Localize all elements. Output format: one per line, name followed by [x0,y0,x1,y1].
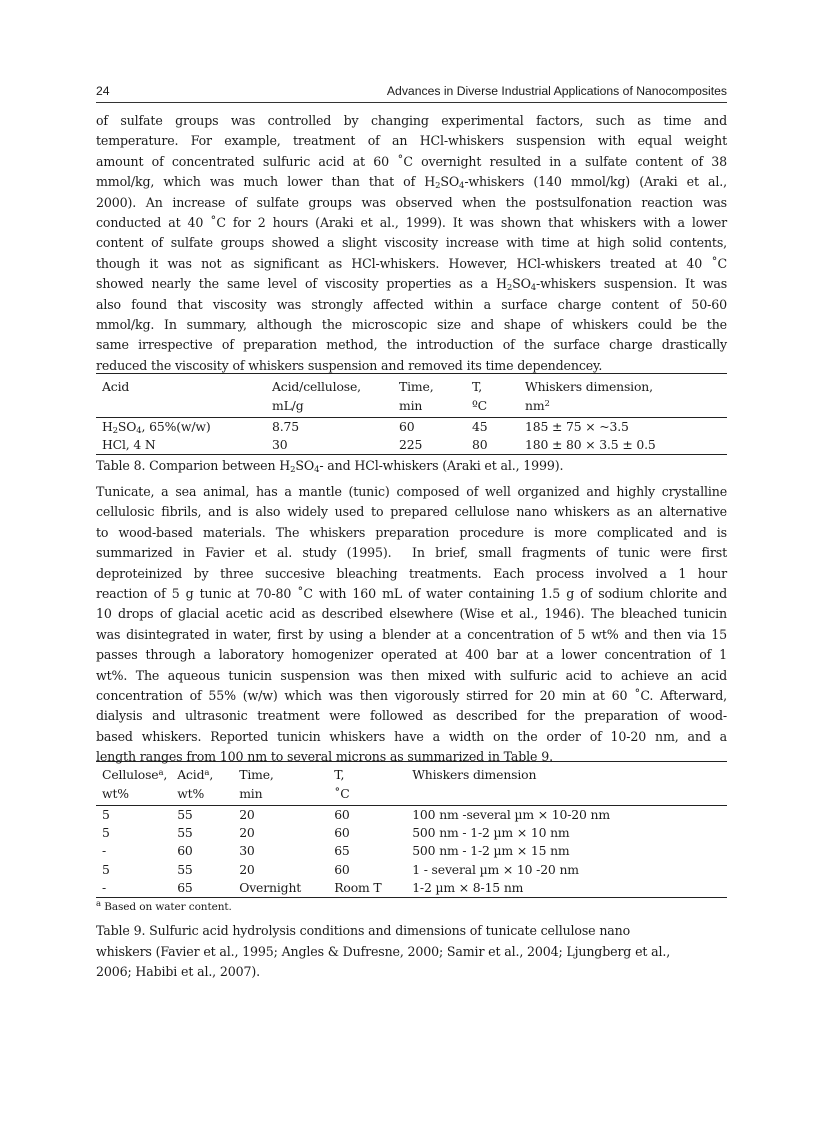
running-title: Advances in Diverse Industrial Applications of Nanocomposites [386,84,727,98]
table-9-caption [96,921,727,983]
subscript: 2 [435,181,441,192]
text-line: to wood-based materials. The whiskers preparation procedure is more complicated and is [96,524,727,540]
text-line: 10 drops of glacial acetic acid as described elsewhere (Wise et al., 1946). The bleached tunicin [96,606,727,622]
cell-cellulose: - [96,879,171,898]
text-line: content of sulfate groups showed a slight viscosity increase with time at high solid contents, [96,235,727,251]
text-fragment: -whiskers suspension. It was [536,276,728,292]
header-cellulose-unit: wt% [96,784,171,806]
text-line: same irrespective of preparation method, the introduction of the surface charge drastically [96,337,727,353]
subscript: 2 [290,465,296,475]
text-line: length ranges from 100 nm to several microns as summarized in Table 9. [96,749,553,765]
header-temperature: T, [466,374,519,397]
table-8 [96,373,727,455]
cell-time: 20 [239,825,255,841]
subscript: 4 [314,465,320,475]
text-line: concentration of 55% (w/w) which was then vigorously stirred for 20 min at 60 ˚C. Afterward, [96,688,727,704]
text-fragment: , 65%(w/w) [141,419,211,434]
table-row [96,824,727,842]
header-time: Time, [233,762,328,785]
caption-line: whiskers (Favier et al., 1995; Angles & Dufresne, 2000; Samir et al., 2004; Ljungberg et al., [96,943,671,959]
text-fragment: showed nearly the same level of viscosity properties as a H [96,276,507,292]
cell-cellulose: - [102,843,107,859]
cell-dimension: 180 ± 80 × 3.5 ± 0.5 [519,436,727,455]
subscript: 4 [459,181,465,192]
cell-temp: 60 [334,861,350,877]
header-acid [171,762,233,785]
paragraph-tunicate [96,482,727,768]
text-line: conducted at 40 ˚C for 2 hours (Araki et al., 1999). It was shown that whiskers with a lower [96,215,727,231]
header-text: Acid [177,767,205,782]
cell-temp: 45 [472,419,488,434]
header-text: Cellulose [102,767,159,782]
text-line: temperature. For example, treatment of an HCl-whiskers suspension with equal weight [96,133,727,149]
cell-acid: 55 [177,807,193,822]
text-line: based whiskers. Reported tunicin whiskers have a width on the order of 10-20 nm, and a [96,728,727,744]
table-row [96,418,727,437]
table-row [96,879,727,898]
table-row [96,861,727,879]
cell-time: Overnight [233,879,328,898]
text-line: summarized in Favier et al. study (1995). In brief, small fragments of tunic were first [96,545,727,561]
table-row [96,806,727,825]
text-line: Tunicate, a sea animal, has a mantle (tunic) composed of well organized and highly crystalline [96,484,727,499]
header-acid-cellulose-unit: mL/g [266,396,393,418]
text-line: of sulfate groups was controlled by changing experimental factors, such as time and [96,113,727,128]
cell-ratio: 30 [266,436,393,455]
text-line: reaction of 5 g tunic at 70-80 ˚C with 160 mL of water containing 1.5 g of sodium chlorite and [96,586,727,602]
header-text: , [163,767,168,782]
text-fragment: H [102,419,113,434]
text-fragment: - and HCl-whiskers (Araki et al., 1999). [319,458,564,473]
text-line: amount of concentrated sulfuric acid at 60 ˚C overnight resulted in a sulfate content of 38 [96,153,727,169]
table-header-row-units [96,784,727,806]
caption-line: Table 9. Sulfuric acid hydrolysis conditions and dimensions of tunicate cellulose nano [96,923,631,938]
text-line-formula [96,274,727,294]
text-fragment: mmol/kg, which was much lower than that of H [96,174,436,190]
cell-cellulose: 5 [102,825,110,841]
cell-acid: 60 [177,843,193,859]
text-line: was disintegrated in water, first by using a blender at a concentration of 5 wt% and then via 15 [96,626,727,642]
header-temperature: T, [328,762,406,785]
header-temperature-unit: ˚C [328,784,406,806]
superscript: 2 [544,399,550,409]
header-time: Time, [393,374,466,397]
cell-temp: 60 [334,807,350,822]
cell-acid [96,418,266,437]
text-fragment: SO [440,174,460,190]
subscript: 2 [112,426,118,436]
header-acid: Acid [96,374,266,397]
table-row [96,842,727,860]
subscript: 4 [136,426,142,436]
footnote-marker: a [204,768,210,778]
cell-dimension: 500 nm - 1-2 µm × 15 nm [412,843,570,859]
table-row [96,436,727,455]
text-line: passes through a laboratory homogenizer operated at 400 bar at a lower concentration of 1 [96,647,727,663]
cell-acid: 55 [177,861,193,877]
text-fragment: -whiskers (140 mmol/kg) (Araki et al., [464,174,727,190]
text-fragment: SO [512,276,531,292]
cell-dimension: 1 - several µm × 10 -20 nm [412,861,579,877]
text-line: 2000). An increase of sulfate groups was observed when the postsulfonation reaction was [96,194,727,210]
cell-dimension: 185 ± 75 × ~3.5 [525,419,629,434]
cell-temp: 80 [466,436,519,455]
cell-temp: 65 [334,843,350,859]
header-dimension: Whiskers dimension, [519,374,727,397]
header-dimension-unit [406,784,727,806]
cell-time: 60 [399,419,415,434]
footnote-text: Based on water content. [100,901,232,913]
header-acid-unit: wt% [171,784,233,806]
footnote-marker: a [96,899,101,909]
header-time-unit: min [393,396,466,418]
table-9 [96,761,727,898]
subscript: 4 [530,283,537,294]
caption-line: 2006; Habibi et al., 2007). [96,964,260,979]
cell-dimension: 100 nm -several µm × 10-20 nm [412,807,610,822]
header-text: , [209,767,214,782]
cell-acid: 55 [177,825,193,841]
table-header-row [96,762,727,785]
table-9-footnote [96,901,232,913]
page-header [96,82,727,103]
text-line: deproteinized by three succesive bleaching treatments. Each process involved a 1 hour [96,565,727,581]
text-line: mmol/kg. In summary, although the microscopic size and shape of whiskers could be the [96,317,727,333]
text-line: dialysis and ultrasonic treatment were followed as described for the preparation of wood- [96,708,727,724]
text-line-formula [96,172,727,192]
cell-dimension: 500 nm - 1-2 µm × 10 nm [412,825,570,841]
header-temperature-unit: ºC [466,396,519,418]
cell-cellulose: 5 [102,861,110,877]
cell-time: 30 [239,843,255,859]
cell-acid: 65 [171,879,233,898]
text-fragment: Table 8. Comparion between H [96,458,291,473]
header-cellulose [96,762,171,785]
header-time-unit: min [233,784,328,806]
text-line: reduced the viscosity of whiskers suspension and removed its time dependencey. [96,357,603,373]
unit-text: nm [525,398,545,413]
cell-time: 20 [239,861,255,877]
text-line: cellulosic fibrils, and is also widely used to prepared cellulose nano whiskers as an alternative [96,504,727,520]
text-fragment: SO [295,458,315,473]
header-dimension-unit [519,396,727,418]
cell-ratio: 8.75 [272,419,299,434]
header-acid-cellulose: Acid/cellulose, [266,374,393,397]
footnote-marker: a [158,768,164,778]
text-fragment: SO [117,419,137,434]
table-header-row-units [96,396,727,418]
cell-dimension: 1-2 µm × 8-15 nm [406,879,727,898]
text-line: though it was not as significant as HCl-whiskers. However, HCl-whiskers treated at 40 ˚C [96,255,727,271]
cell-time: 20 [239,807,255,822]
header-dimension: Whiskers dimension [406,762,727,785]
cell-temp: Room T [328,879,406,898]
cell-temp: 60 [334,825,350,841]
paragraph-sulfate-groups [96,111,727,376]
text-line: wt%. The aqueous tunicin suspension was then mixed with sulfuric acid to achieve an acid [96,667,727,683]
table-header-row [96,374,727,397]
cell-acid: HCl, 4 N [96,436,266,455]
subscript: 2 [506,283,513,294]
text-line: also found that viscosity was strongly affected within a surface charge content of 50-60 [96,296,727,312]
cell-cellulose: 5 [102,807,110,822]
header-acid-unit [96,396,266,418]
page-number: 24 [96,84,110,98]
cell-time: 225 [393,436,466,455]
table-8-caption [96,456,727,477]
